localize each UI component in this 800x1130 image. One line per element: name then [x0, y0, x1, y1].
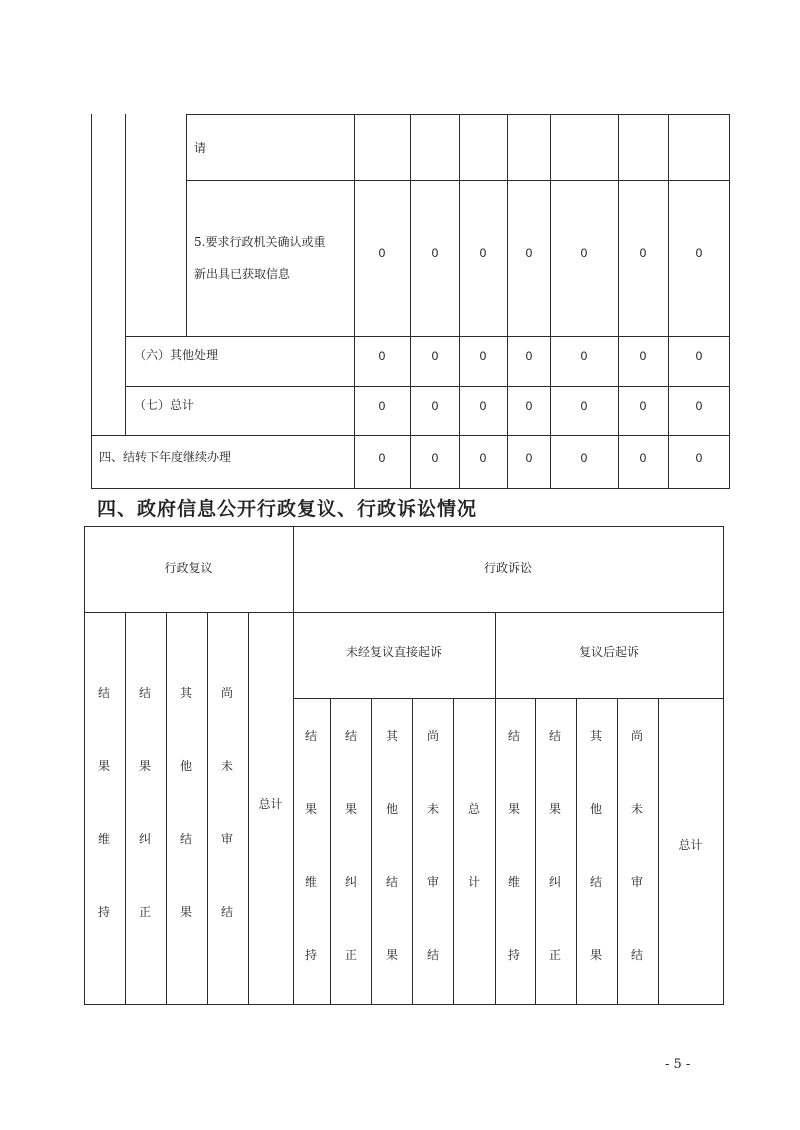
- col-direct-other: 其 他 结 果: [385, 729, 398, 962]
- col-direct-pending: 尚 未 审 结: [426, 729, 439, 962]
- col-after-total: 总计: [678, 838, 703, 852]
- row-label-request-cont: 请: [194, 141, 207, 155]
- col-review-pending: 尚 未 审 结: [220, 686, 233, 919]
- col-review-total: 总计: [258, 797, 283, 811]
- col-direct-total: 总 计: [467, 802, 480, 889]
- col-direct-corrected: 结 果 纠 正: [344, 729, 357, 962]
- col-after-corrected: 结 果 纠 正: [548, 729, 561, 962]
- header-admin-litigation: 行政诉讼: [483, 561, 532, 575]
- col-review-corrected: 结 果 纠 正: [138, 686, 151, 919]
- row-label-other-handling: （六）其他处理: [134, 348, 219, 362]
- header-after-review-suit: 复议后起诉: [578, 645, 639, 659]
- col-direct-upheld: 结 果 维 持: [304, 729, 317, 962]
- header-admin-review: 行政复议: [164, 561, 213, 575]
- col-review-upheld: 结 果 维 持: [97, 686, 110, 919]
- header-direct-suit: 未经复议直接起诉: [345, 645, 442, 659]
- section-heading: 四、政府信息公开行政复议、行政诉讼情况: [97, 498, 478, 520]
- row-label-confirm-info: 5.要求行政机关确认或重 新出具已获取信息: [194, 235, 326, 281]
- col-after-other: 其 他 结 果: [589, 729, 602, 962]
- col-review-other: 其 他 结 果: [179, 686, 192, 919]
- page-number: - 5 -: [665, 1057, 691, 1072]
- row-label-carry-over: 四、结转下年度继续办理: [99, 450, 232, 464]
- row-label-total: （七）总计: [134, 398, 195, 412]
- col-after-upheld: 结 果 维 持: [507, 729, 520, 962]
- col-after-pending: 尚 未 审 结: [630, 729, 643, 962]
